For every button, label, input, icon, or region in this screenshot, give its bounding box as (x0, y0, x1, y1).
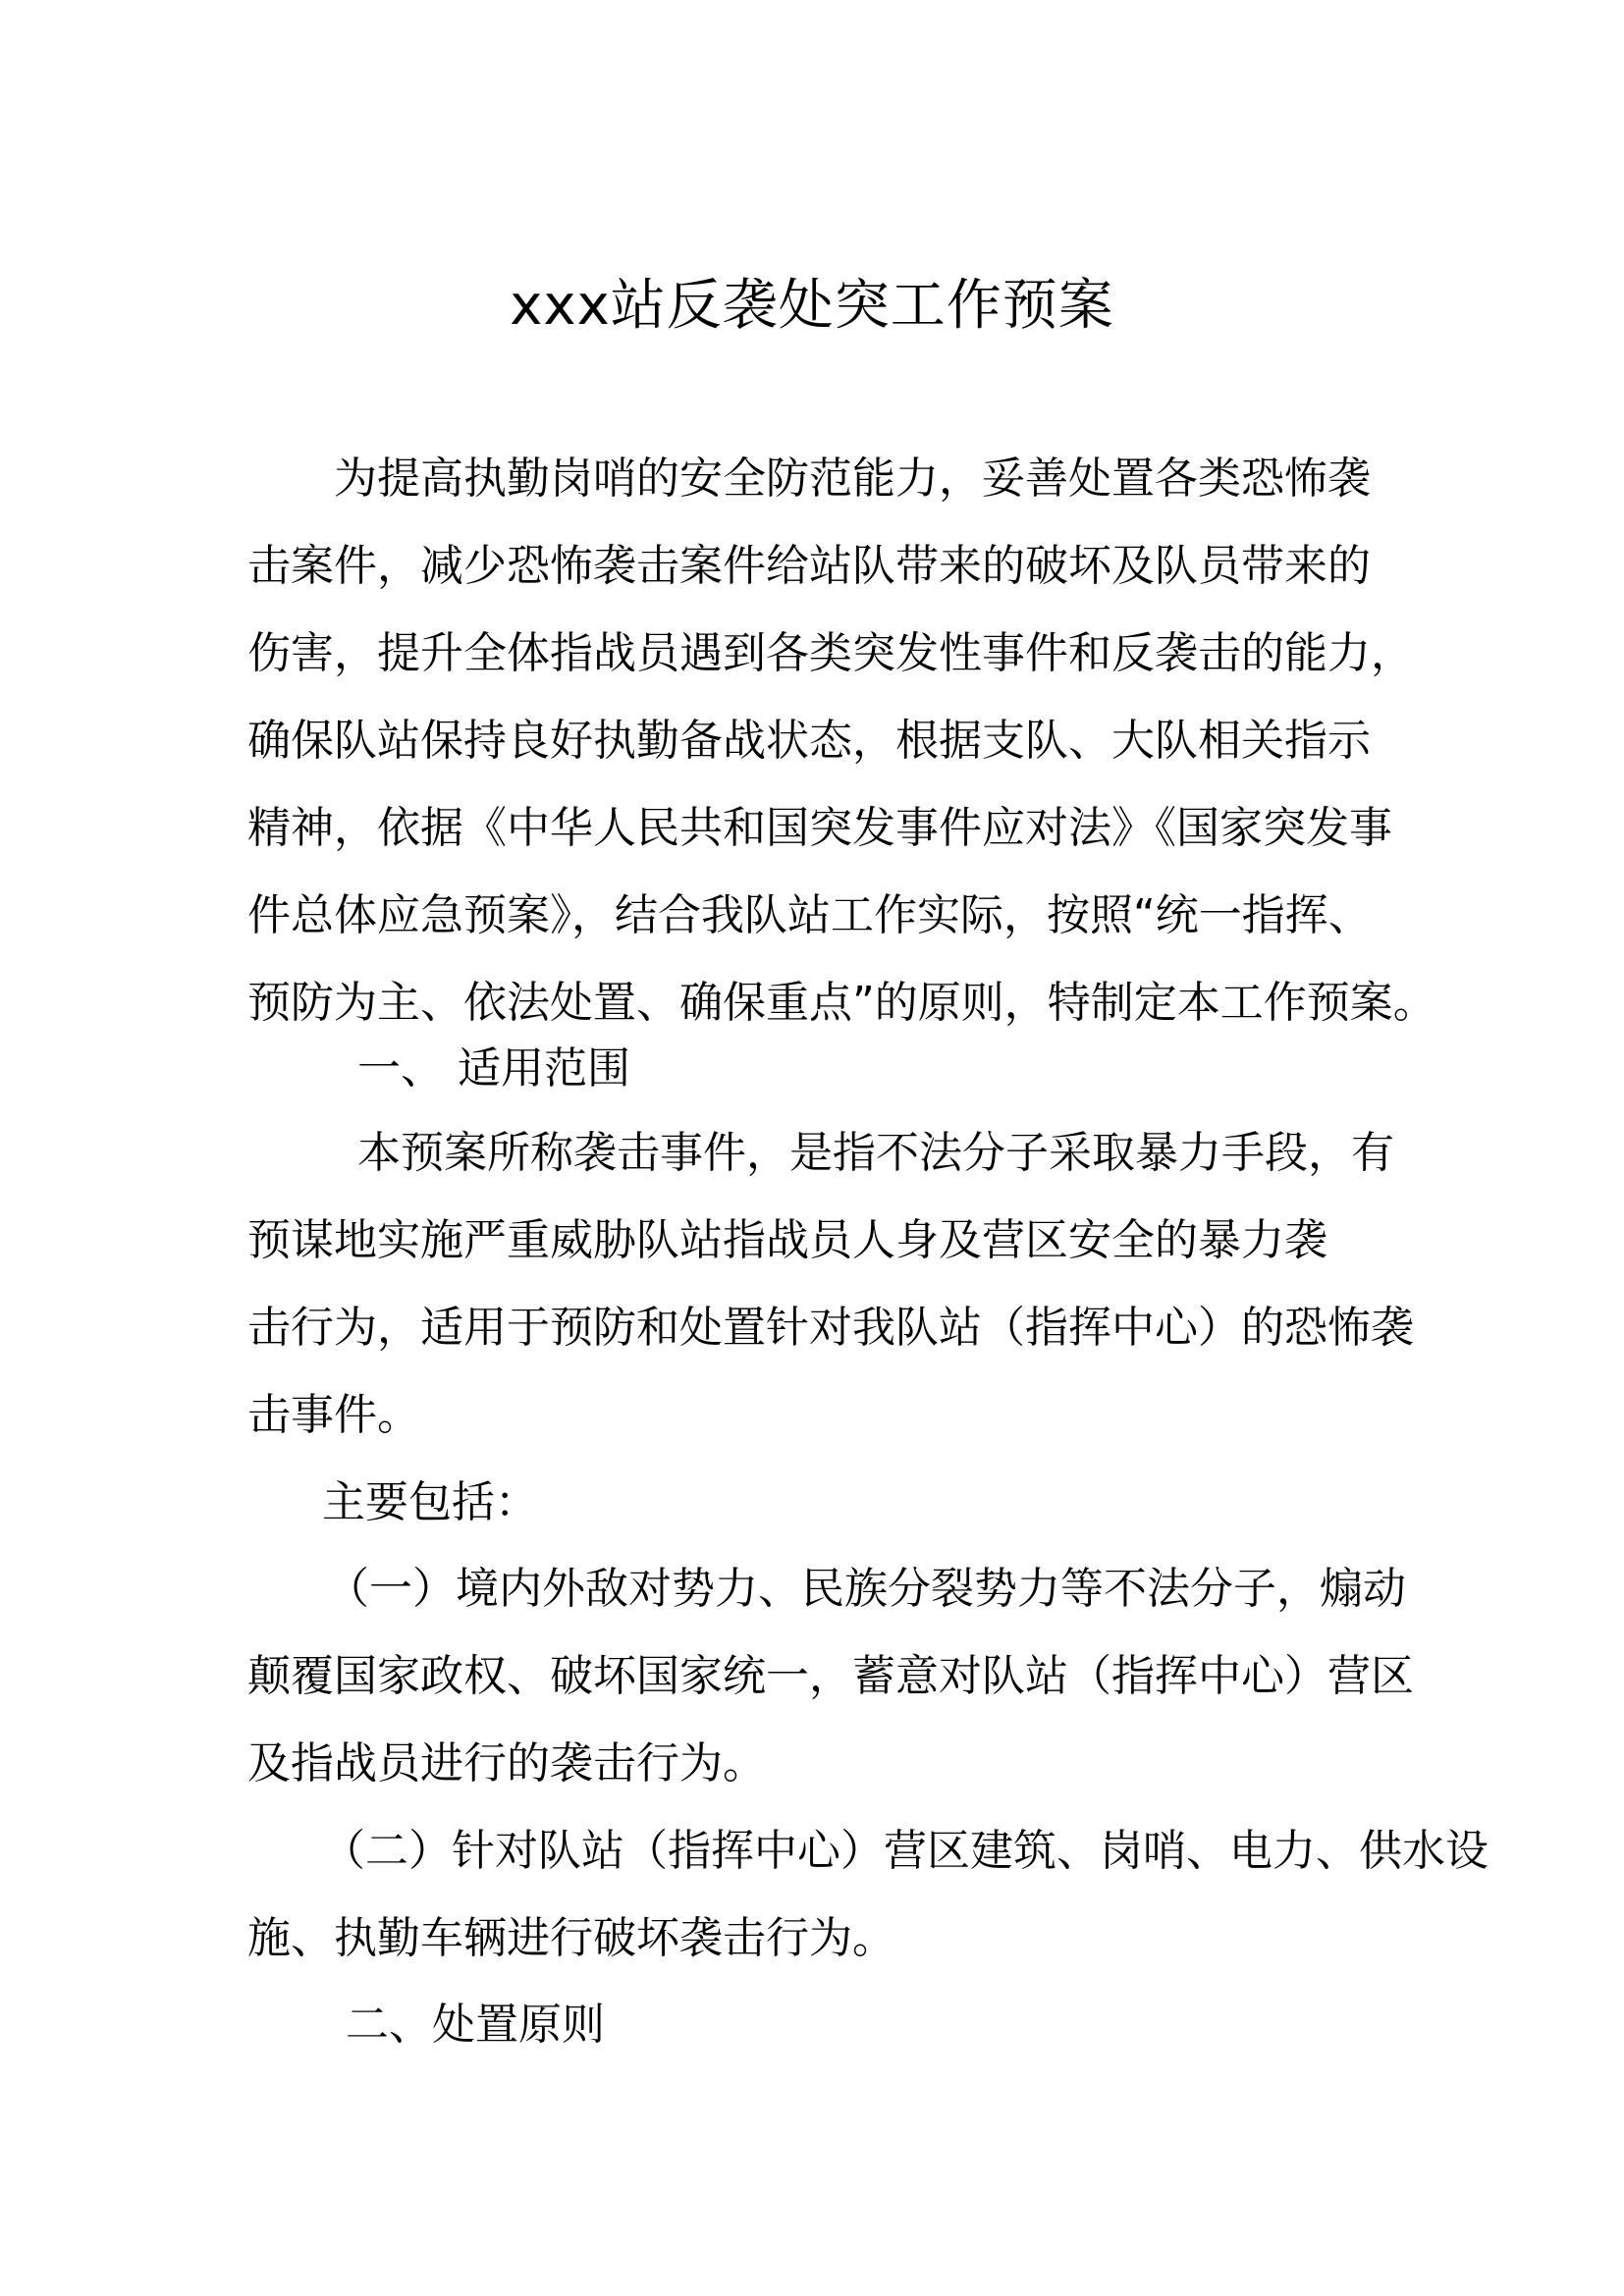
item-1-line-3: 及指战员进行的袭击行为。 (247, 1738, 766, 1789)
item-1-line-2: 颠覆国家政权、破坏国家统一，蓄意对队站（指挥中心）营区 (247, 1651, 1414, 1701)
section-heading-scope: 一、 适用范围 (357, 1043, 630, 1094)
main-include-heading: 主要包括： (322, 1477, 538, 1527)
scope-line-1: 本预案所称袭击事件，是指不法分子采取暴力手段，有 (357, 1128, 1394, 1178)
intro-line-4: 确保队站保持良好执勤备战状态，根据支队、大队相关指示 (247, 716, 1371, 766)
scope-line-3: 击行为，适用于预防和处置针对我队站（指挥中心）的恐怖袭 (247, 1303, 1414, 1353)
item-1-line-1: （一）境内外敌对势力、民族分裂势力等不法分子，煽动 (326, 1564, 1406, 1614)
intro-line-5: 精神，依据《中华人民共和国突发事件应对法》《国家突发事 (247, 803, 1392, 853)
intro-line-3: 伤害，提升全体指战员遇到各类突发性事件和反袭击的能力， (247, 628, 1414, 678)
item-2-line-2: 施、执勤车辆进行破坏袭击行为。 (247, 1913, 895, 1963)
intro-line-6: 件总体应急预案》，结合我队站工作实际，按照“统一指挥、 (247, 890, 1372, 940)
item-2-line-1: （二）针对队站（指挥中心）营区建筑、岗哨、电力、供水设 (322, 1826, 1489, 1876)
intro-line-7: 预防为主、依法处置、确保重点”的原则，特制定本工作预案。 (247, 978, 1436, 1028)
section-heading-principles: 二、处置原则 (346, 2000, 605, 2050)
scope-line-2: 预谋地实施严重威胁队站指战员人身及营区安全的暴力袭 (247, 1215, 1327, 1265)
document-title: xxx站反袭处突工作预案 (510, 274, 1114, 338)
intro-line-1: 为提高执勤岗哨的安全防范能力，妥善处置各类恐怖袭 (334, 454, 1371, 504)
scope-line-4: 击事件。 (247, 1390, 420, 1440)
intro-line-2: 击案件，减少恐怖袭击案件给站队带来的破坏及队员带来的 (247, 541, 1371, 591)
